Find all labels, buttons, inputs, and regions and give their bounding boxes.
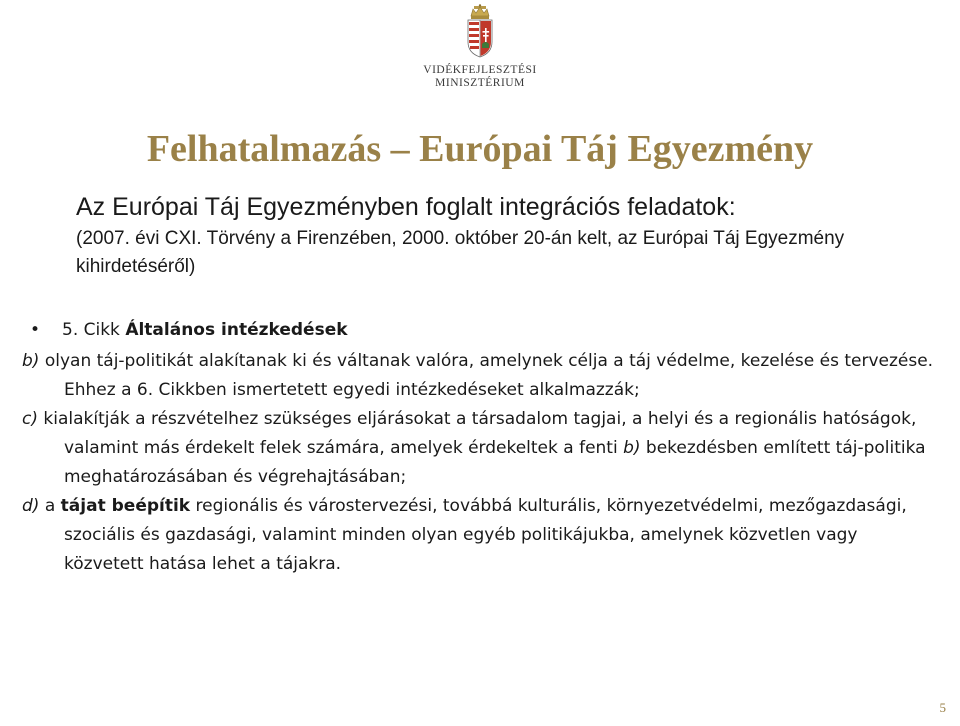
intro-heading: Az Európai Táj Egyezményben foglalt integrációs feladatok: xyxy=(76,193,736,221)
article-title: Általános intézkedések xyxy=(125,320,348,340)
logo-line-1: VIDÉKFEJLESZTÉSI xyxy=(423,64,537,76)
intro-law-reference: (2007. évi CXI. Törvény a Firenzében, 2000. október 20-án kelt, az Európai Táj Egyezmény kihirdetéséről) xyxy=(76,228,845,277)
paragraph-b xyxy=(22,347,942,405)
page-number: 5 xyxy=(939,700,946,715)
paragraph-c-text-2: bekezdésben említett táj-politika meghatározásában és végrehajtásában; xyxy=(64,438,926,487)
paragraph-c-reference: b) xyxy=(623,438,641,458)
article-number: 5. Cikk xyxy=(62,320,126,340)
intro-block xyxy=(76,192,926,281)
slide-title: Felhatalmazás – Európai Táj Egyezmény xyxy=(146,128,814,170)
ministry-logo xyxy=(418,4,542,96)
paragraph-c xyxy=(22,405,942,492)
paragraph-c-text-1: kialakítják a részvételhez szükséges eljárásokat a társadalom tagjai, a helyi és a regionális hatóságok, valamint más érdekelt felek számára, amelyek érdekeltek a fenti xyxy=(37,409,917,458)
paragraph-d-emphasis: tájat beépítik xyxy=(60,496,191,516)
paragraph-d-text-1: a xyxy=(39,496,61,516)
paragraph-d xyxy=(22,492,942,579)
paragraph-d-text-2: regionális és várostervezési, továbbá kulturális, környezetvédelmi, mezőgazdasági, szociális és gazdasági, valamint minden olyan egyéb politikájukba, amelynek közvetlen vagy közvetett hatása lehet a tájakra. xyxy=(64,496,907,574)
paragraph-c-label: c) xyxy=(22,409,38,429)
bullet-icon: • xyxy=(30,320,41,340)
paragraph-b-label: b) xyxy=(22,351,40,371)
slide-body xyxy=(22,316,942,579)
logo-line-2: MINISZTÉRIUM xyxy=(435,77,525,89)
paragraph-b-text: olyan táj-politikát alakítanak ki és váltanak valóra, amelynek célja a táj védelme, kezelése és tervezése. Ehhez a 6. Cikkben ismertetett egyedi intézkedéseket alkalmazzák; xyxy=(39,351,934,400)
hungarian-coat-of-arms-icon xyxy=(465,4,495,58)
bullet-article-5 xyxy=(22,316,942,345)
paragraph-d-label: d) xyxy=(22,496,40,516)
